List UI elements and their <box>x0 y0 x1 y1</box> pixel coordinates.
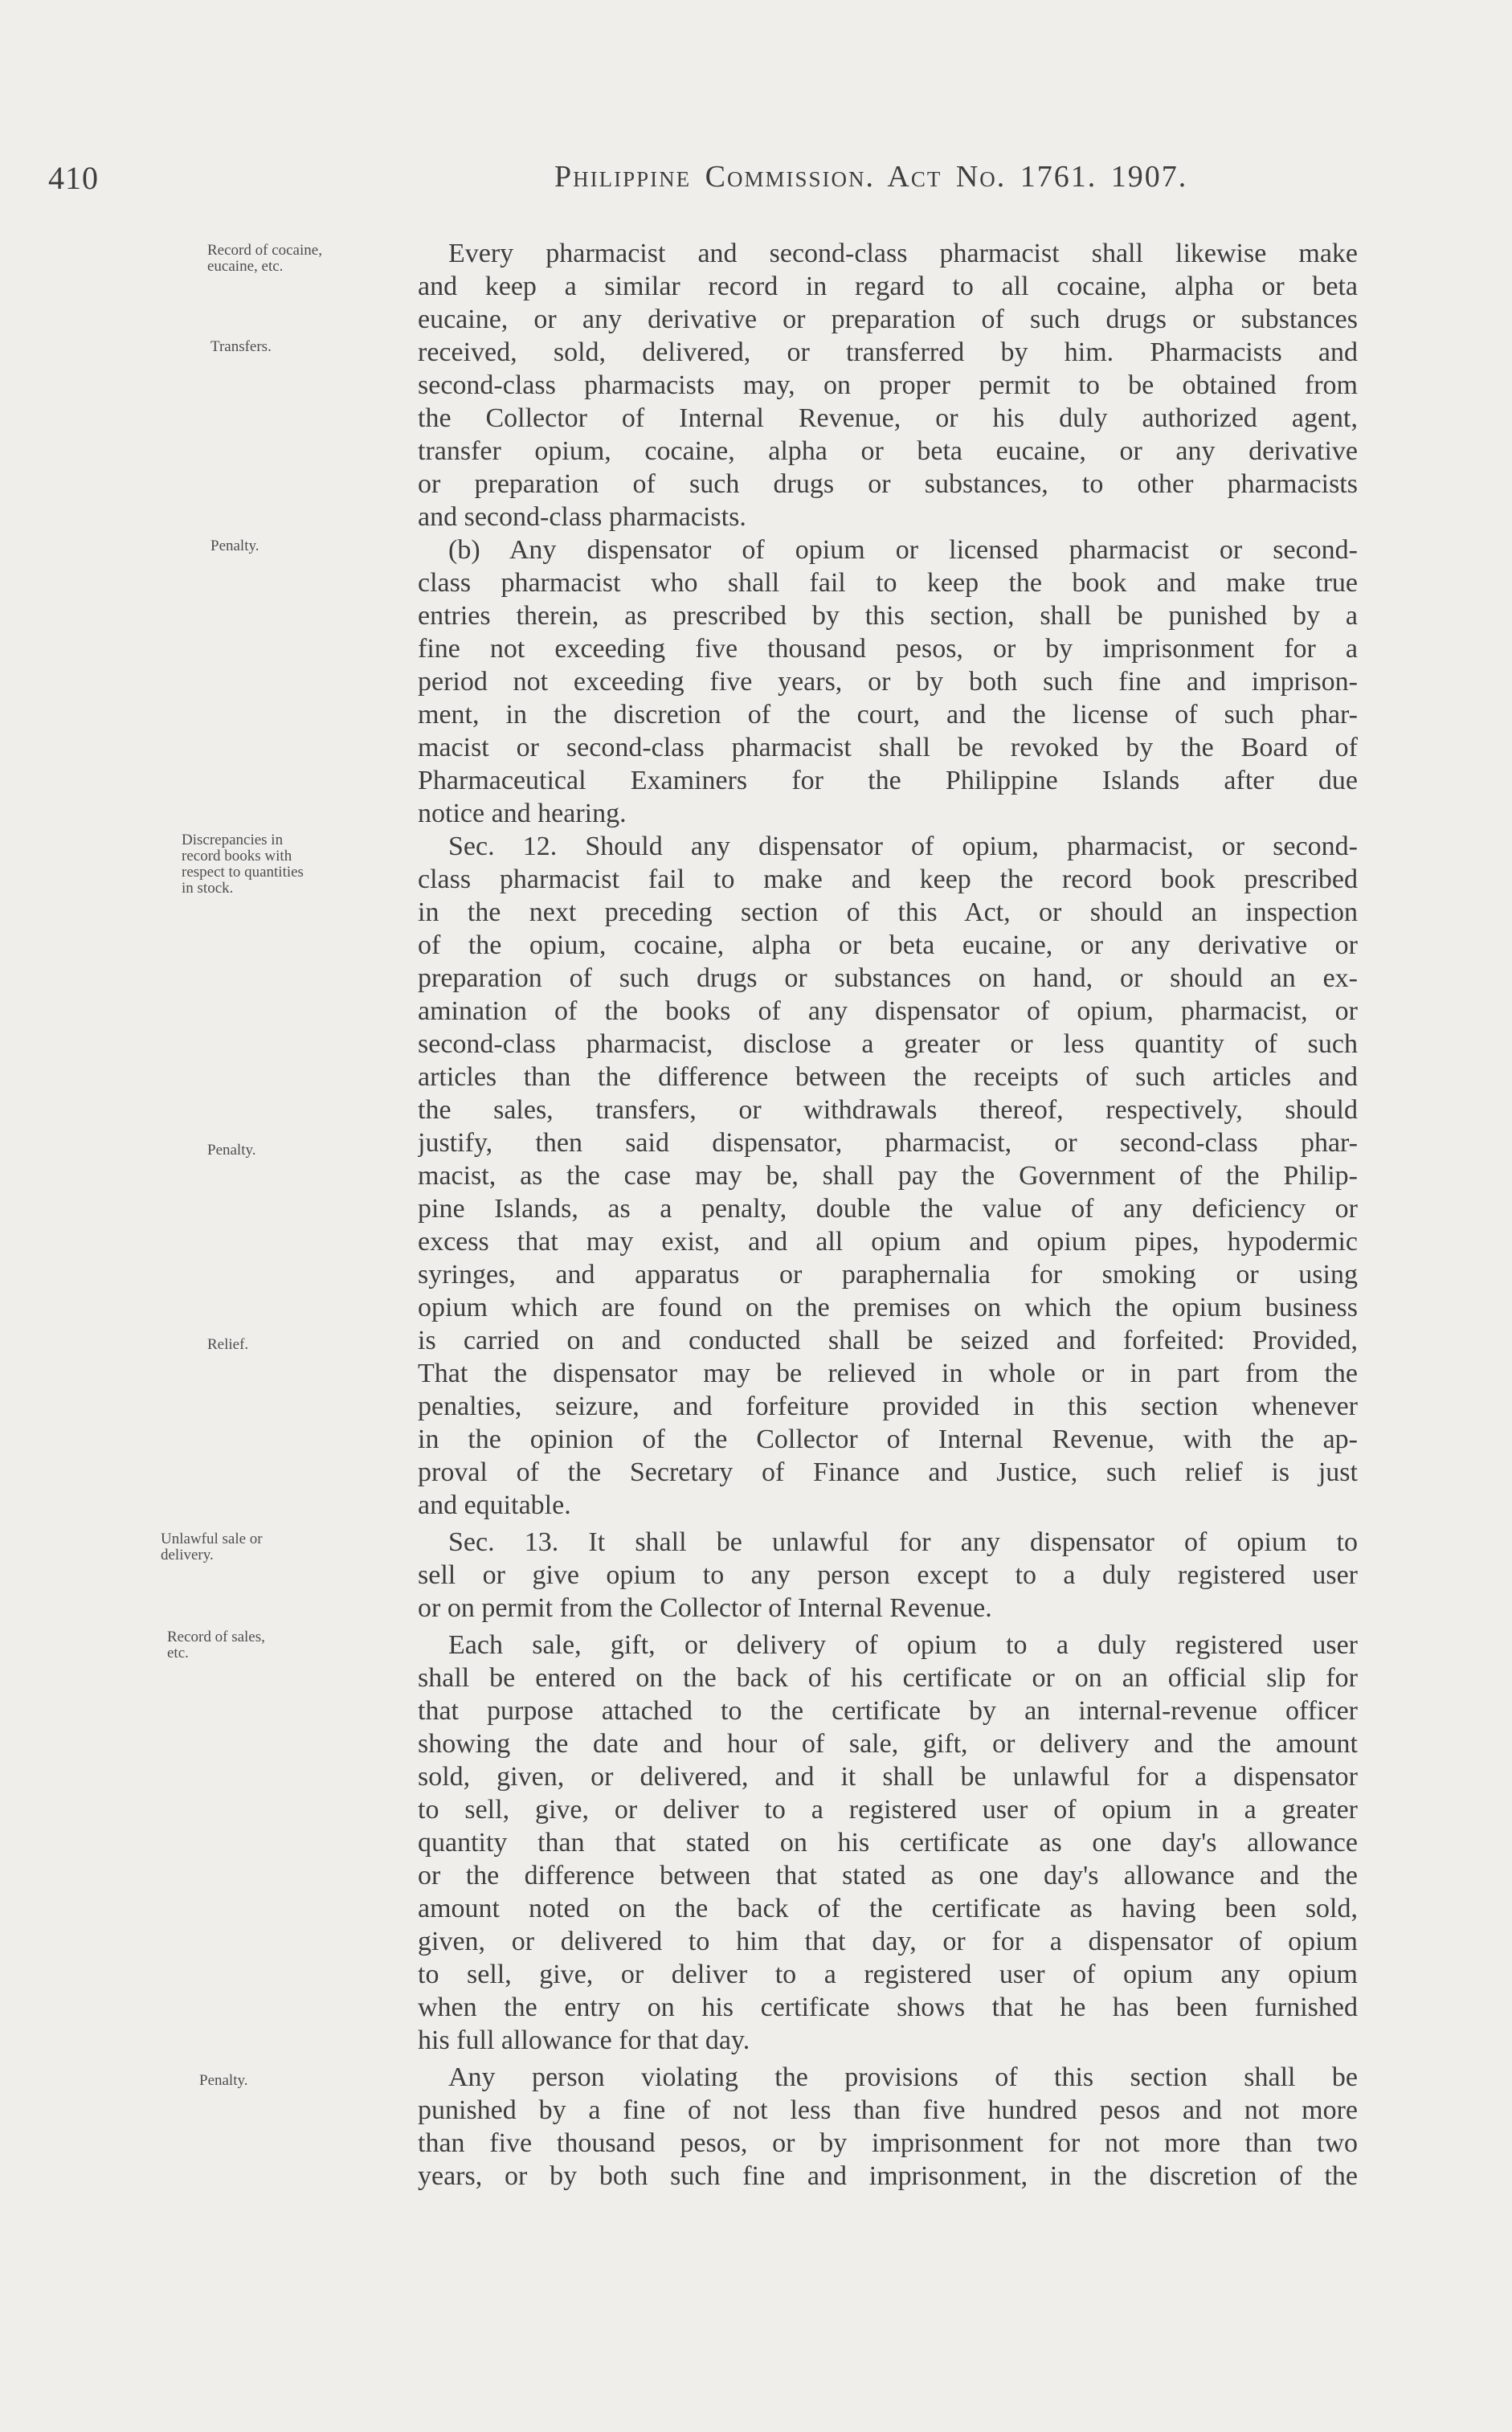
margin-note-discrepancies <box>182 832 304 897</box>
margin-note-penalty <box>199 2073 248 2089</box>
text-line: received, sold, delivered, or transferred by him. Pharmacists and <box>418 337 1358 367</box>
margin-note-line: Record of cocaine, <box>207 242 322 259</box>
margin-note-line: Transfers. <box>210 338 272 355</box>
text-line: second-class pharmacist, disclose a greater or less quantity of such <box>418 1029 1358 1059</box>
margin-note-line: record books with <box>182 848 292 864</box>
text-line: amination of the books of any dispensator of opium, pharmacist, or <box>418 996 1358 1026</box>
text-line: is carried on and conducted shall be seized and forfeited: Provided, <box>418 1326 1358 1355</box>
margin-note-record-of-sales <box>167 1629 265 1662</box>
running-title: Philippine Commission. Act No. 1761. 1907. <box>554 160 1188 194</box>
margin-note-line: Penalty. <box>207 1142 256 1159</box>
margin-note-line: delivery. <box>161 1547 214 1563</box>
margin-note-line: Penalty. <box>199 2072 248 2089</box>
text-line: or on permit from the Collector of Internal Revenue. <box>418 1593 992 1623</box>
margin-note-line: Penalty. <box>210 537 259 554</box>
text-line: sold, given, or delivered, and it shall be unlawful for a dispensator <box>418 1762 1358 1792</box>
text-line: to sell, give, or deliver to a registered user of opium in a greater <box>418 1795 1358 1825</box>
text-line: justify, then said dispensator, pharmacist, or second-class phar- <box>418 1128 1358 1158</box>
text-line: than five thousand pesos, or by imprisonment for not more than two <box>418 2128 1358 2158</box>
text-line: his full allowance for that day. <box>418 2025 750 2055</box>
text-line: proval of the Secretary of Finance and Justice, such relief is just <box>418 1457 1358 1487</box>
text-line: Every pharmacist and second-class pharmacist shall likewise make <box>448 239 1358 268</box>
text-line: years, or by both such fine and imprisonment, in the discretion of the <box>418 2161 1358 2191</box>
text-line: excess that may exist, and all opium and opium pipes, hypodermic <box>418 1227 1358 1257</box>
margin-note-line: eucaine, etc. <box>207 258 284 275</box>
page-number: 410 <box>48 160 99 196</box>
text-line: second-class pharmacists may, on proper permit to be obtained from <box>418 370 1358 400</box>
margin-note-unlawful-sale <box>161 1531 263 1563</box>
text-line: or the difference between that stated as one day's allowance and the <box>418 1861 1358 1890</box>
text-line: Pharmaceutical Examiners for the Philippine Islands after due <box>418 766 1358 795</box>
text-line: ment, in the discretion of the court, and the license of such phar- <box>418 700 1358 730</box>
text-line: opium which are found on the premises on which the opium business <box>418 1293 1358 1322</box>
text-line: Each sale, gift, or delivery of opium to a duly registered user <box>448 1630 1358 1660</box>
text-line: in the next preceding section of this Act, or should an inspection <box>418 897 1358 927</box>
text-line: Any person violating the provisions of this section shall be <box>448 2062 1358 2092</box>
text-line: the Collector of Internal Revenue, or his duly authorized agent, <box>418 403 1358 433</box>
text-line: macist, as the case may be, shall pay the Government of the Philip- <box>418 1161 1358 1191</box>
text-line: period not exceeding five years, or by both such fine and imprison- <box>418 667 1358 697</box>
text-line: entries therein, as prescribed by this section, shall be punished by a <box>418 601 1358 631</box>
text-line: fine not exceeding five thousand pesos, or by imprisonment for a <box>418 634 1358 664</box>
text-line: pine Islands, as a penalty, double the value of any deficiency or <box>418 1194 1358 1224</box>
margin-note-line: Record of sales, <box>167 1629 265 1645</box>
margin-note-line: etc. <box>167 1645 189 1662</box>
margin-note-penalty <box>207 1142 256 1159</box>
text-line: shall be entered on the back of his certificate or on an official slip for <box>418 1663 1358 1693</box>
text-line: that purpose attached to the certificate by an internal-revenue officer <box>418 1696 1358 1726</box>
text-line: Sec. 12. Should any dispensator of opium, pharmacist, or second- <box>448 832 1358 861</box>
text-line: amount noted on the back of the certificate as having been sold, <box>418 1894 1358 1923</box>
margin-note-penalty <box>210 538 259 554</box>
text-line: eucaine, or any derivative or preparation of such drugs or substances <box>418 305 1358 334</box>
margin-note-line: Discrepancies in <box>182 832 284 848</box>
text-line: Sec. 13. It shall be unlawful for any dispensator of opium to <box>448 1527 1358 1557</box>
margin-note-line: in stock. <box>182 880 234 897</box>
text-line: (b) Any dispensator of opium or licensed pharmacist or second- <box>448 535 1358 565</box>
margin-note-line: Unlawful sale or <box>161 1531 263 1547</box>
text-line: in the opinion of the Collector of Internal Revenue, with the ap- <box>418 1424 1358 1454</box>
text-line: penalties, seizure, and forfeiture provided in this section whenever <box>418 1392 1358 1421</box>
margin-note-line: Relief. <box>207 1336 249 1353</box>
text-line: of the opium, cocaine, alpha or beta eucaine, or any derivative or <box>418 930 1358 960</box>
text-line: to sell, give, or deliver to a registered user of opium any opium <box>418 1960 1358 1989</box>
text-line: class pharmacist fail to make and keep the record book prescribed <box>418 864 1358 894</box>
text-line: articles than the difference between the receipts of such articles and <box>418 1062 1358 1092</box>
margin-note-relief <box>207 1337 248 1353</box>
text-line: class pharmacist who shall fail to keep the book and make true <box>418 568 1358 598</box>
text-line: preparation of such drugs or substances on hand, or should an ex- <box>418 963 1358 993</box>
margin-note-line: respect to quantities <box>182 864 304 881</box>
text-line: and keep a similar record in regard to all cocaine, alpha or beta <box>418 272 1358 301</box>
text-line: and equitable. <box>418 1490 571 1520</box>
text-line: notice and hearing. <box>418 799 627 828</box>
text-line: showing the date and hour of sale, gift, or delivery and the amount <box>418 1729 1358 1759</box>
margin-note-transfers <box>210 339 272 355</box>
text-line: transfer opium, cocaine, alpha or beta eucaine, or any derivative <box>418 436 1358 466</box>
text-line: the sales, transfers, or withdrawals thereof, respectively, should <box>418 1095 1358 1125</box>
text-line: when the entry on his certificate shows that he has been furnished <box>418 1993 1358 2022</box>
margin-note-record-cocaine <box>207 243 322 275</box>
text-line: That the dispensator may be relieved in whole or in part from the <box>418 1359 1358 1388</box>
text-line: quantity than that stated on his certificate as one day's allowance <box>418 1828 1358 1858</box>
text-line: sell or give opium to any person except to a duly registered user <box>418 1560 1358 1590</box>
text-line: given, or delivered to him that day, or for a dispensator of opium <box>418 1927 1358 1956</box>
text-line: punished by a fine of not less than five hundred pesos and not more <box>418 2095 1358 2125</box>
text-line: syringes, and apparatus or paraphernalia for smoking or using <box>418 1260 1358 1290</box>
text-line: or preparation of such drugs or substances, to other pharmacists <box>418 469 1358 499</box>
text-line: macist or second-class pharmacist shall be revoked by the Board of <box>418 733 1358 762</box>
page-header <box>0 159 1512 207</box>
text-line: and second-class pharmacists. <box>418 502 746 532</box>
